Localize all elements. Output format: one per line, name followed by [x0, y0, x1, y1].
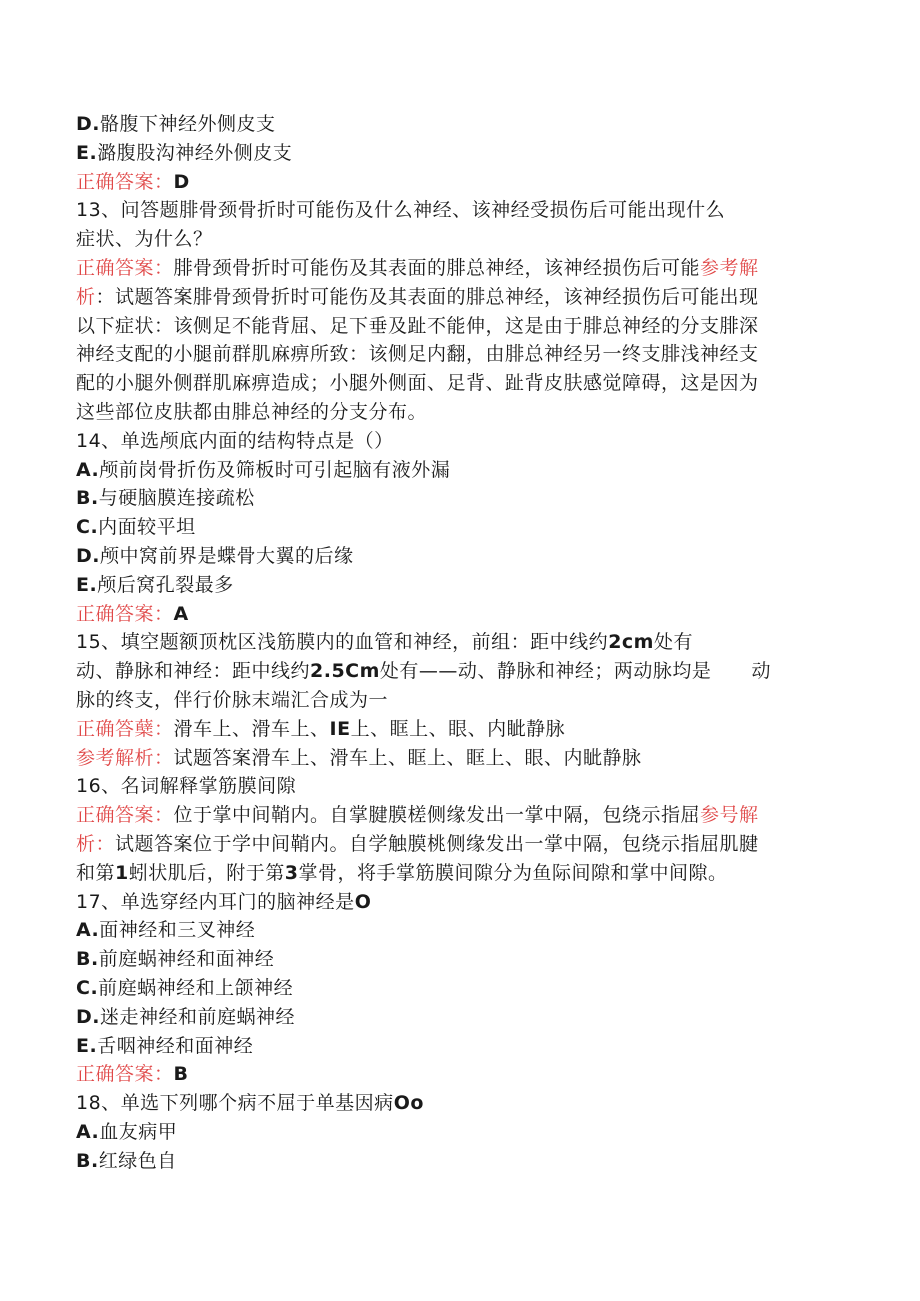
q15-title-text: 处有: [653, 631, 693, 654]
option-letter: B.: [76, 1149, 99, 1172]
option-letter: D.: [76, 544, 100, 567]
option-text: 颅前岗骨折伤及筛板时可引起脑有液外漏: [99, 458, 451, 481]
option-text: 潞腹股沟神经外侧皮支: [97, 141, 293, 164]
q17-title: [76, 888, 836, 917]
q13-analysis-2: 以下症状：该侧足不能背屈、足下垂及趾不能伸，这是由于腓总神经的分支腓深: [76, 314, 759, 337]
analysis-label: 参考解: [700, 256, 759, 279]
q14-title: 14、单选颅底内面的结构特点是（）: [76, 429, 394, 452]
option-letter: A.: [76, 1120, 100, 1143]
option-text: 前庭蜗神经和面神经: [98, 948, 275, 971]
option-letter: D.: [76, 113, 100, 135]
option-text: 与硬脑膜连接疏松: [98, 487, 255, 510]
q14-option-e: [76, 571, 836, 600]
analysis-label: 析: [76, 285, 96, 308]
q17-option-a: [76, 916, 836, 945]
q13-title-cont: 症状、为什么？: [76, 228, 213, 251]
q18-title-mark: Oo: [393, 1092, 424, 1115]
analysis-label: 参考解析：: [76, 746, 174, 769]
q16-analysis-1: [76, 830, 836, 859]
option-letter: E.: [76, 573, 98, 596]
option-text: 红绿色自: [98, 1149, 177, 1172]
answer-value: A: [173, 602, 189, 625]
option-text: 面神经和三叉神经: [99, 919, 256, 942]
q15-title-text: 15、填空题额顶枕区浅筋膜内的血管和神经，前组：距中线约: [76, 631, 609, 654]
q15-value: 2.5Cm: [310, 660, 380, 683]
q15-title-cont2: 脉的终支，伴行价脉末端汇合成为一: [76, 688, 389, 711]
analysis-label: 析：: [76, 832, 116, 855]
q14-option-d: [76, 542, 836, 571]
q14-option-a: [76, 456, 836, 485]
q17-option-d: [76, 1003, 836, 1032]
analysis-text: 和第: [76, 861, 116, 884]
q13-analysis-3: 神经支配的小腿前群肌麻痹所致：该侧足内翻，由腓总神经另一终支腓浅神经支: [76, 343, 759, 366]
q13-analysis-1: [76, 283, 836, 312]
analysis-text: ：试题答案腓骨颈骨折时可能伤及其表面的腓总神经，该神经损伤后可能出现: [95, 285, 759, 308]
option-letter: A.: [76, 919, 100, 942]
option-letter: A.: [76, 458, 100, 481]
answer-label: 正确答蘖：: [76, 717, 174, 740]
q15-title: [76, 628, 836, 657]
option-text: 内面较平坦: [98, 516, 196, 539]
analysis-text: 掌骨，将手掌筋膜间隙分为鱼际间隙和掌中间隙。: [298, 861, 728, 884]
option-letter: C.: [76, 976, 99, 999]
option-letter: E.: [76, 1034, 98, 1057]
option-text: 迷走神经和前庭蜗神经: [100, 1005, 296, 1028]
q15-text: 动: [751, 660, 771, 683]
q17-option-e: [76, 1032, 836, 1061]
q16-title: 16、名词解释掌筋膜间隙: [76, 775, 297, 798]
q12-answer: [76, 168, 836, 197]
q13-answer: [76, 254, 836, 283]
q17-answer: [76, 1060, 836, 1089]
q13-analysis-4: 配的小腿外侧群肌麻痹造成；小腿外侧面、足背、趾背皮肤感觉障碍，这是因为: [76, 372, 759, 395]
option-letter: B.: [76, 948, 99, 971]
option-letter: D.: [76, 1005, 100, 1028]
answer-value: D: [173, 170, 190, 193]
q16-answer: [76, 801, 836, 830]
option-text: 颅中窝前界是蝶骨大翼的后缘: [100, 544, 354, 567]
q12-option-e: [76, 139, 836, 168]
document-page: [76, 110, 836, 1175]
q18-title: [76, 1089, 836, 1118]
q15-title-cont: [76, 657, 836, 686]
answer-label: 正确答案：: [76, 602, 174, 625]
analysis-number: 1: [115, 861, 129, 884]
analysis-number: 3: [284, 861, 299, 884]
q17-title-mark: O: [354, 890, 372, 913]
answer-label: 正确答案：: [76, 256, 174, 279]
answer-text: 滑车上、滑车上、: [173, 717, 330, 740]
q14-option-b: [76, 484, 836, 513]
q18-option-b: [76, 1147, 836, 1176]
option-text: 骼腹下神经外侧皮支: [100, 113, 276, 135]
q13-title: 13、问答题腓骨颈骨折时可能伤及什么神经、该神经受损伤后可能出现什么: [76, 199, 726, 222]
analysis-text: 试题答案位于学中间鞘内。自学触膜桃侧缘发出一掌中隔，包绕示指屈肌腱: [115, 832, 759, 855]
q13-analysis-5: 这些部位皮肤都由腓总神经的分支分布。: [76, 400, 428, 423]
q15-value: 2cm: [608, 631, 654, 654]
q17-title-text: 17、单选穿经内耳门的脑神经是: [76, 890, 355, 913]
answer-value: B: [173, 1063, 189, 1086]
q17-option-b: [76, 945, 836, 974]
q14-answer: [76, 600, 836, 629]
analysis-label: 参号解: [700, 804, 759, 827]
answer-text: 位于掌中间鞘内。自掌腱膜槎侧缘发出一掌中隔，包绕示指屈: [173, 804, 701, 827]
answer-text: 上、眶上、眼、内眦静脉: [350, 717, 566, 740]
option-text: 舌咽神经和面神经: [97, 1034, 254, 1057]
q15-answer: [76, 715, 836, 744]
q17-option-c: [76, 974, 836, 1003]
option-letter: E.: [76, 141, 98, 164]
q14-option-c: [76, 513, 836, 542]
q18-title-text: 18、单选下列哪个病不屈于单基因病: [76, 1092, 394, 1115]
analysis-text: 蚓状肌后，附于第: [128, 861, 285, 884]
option-text: 颅后窝孔裂最多: [97, 573, 234, 596]
answer-text-bold: IE: [329, 717, 351, 740]
answer-label: 正确答案：: [76, 1063, 174, 1086]
q15-analysis: [76, 744, 836, 773]
analysis-text: 试题答案滑车上、滑车上、眶上、眶上、眼、内眦静脉: [173, 746, 642, 769]
q18-option-a: [76, 1118, 836, 1147]
option-letter: C.: [76, 516, 99, 539]
q16-analysis-2: [76, 859, 836, 888]
option-text: 血友病甲: [99, 1120, 178, 1143]
q15-text: 动、静脉和神经：距中线约: [76, 660, 311, 683]
option-text: 前庭蜗神经和上颌神经: [98, 976, 294, 999]
q15-text: 处有——动、静脉和神经；两动脉均是: [379, 660, 712, 683]
answer-text: 腓骨颈骨折时可能伤及其表面的腓总神经，该神经损伤后可能: [173, 256, 701, 279]
answer-label: 正确答案：: [76, 804, 174, 827]
q12-option-d: [76, 110, 836, 139]
answer-label: 正确答案：: [76, 170, 174, 193]
option-letter: B.: [76, 487, 99, 510]
